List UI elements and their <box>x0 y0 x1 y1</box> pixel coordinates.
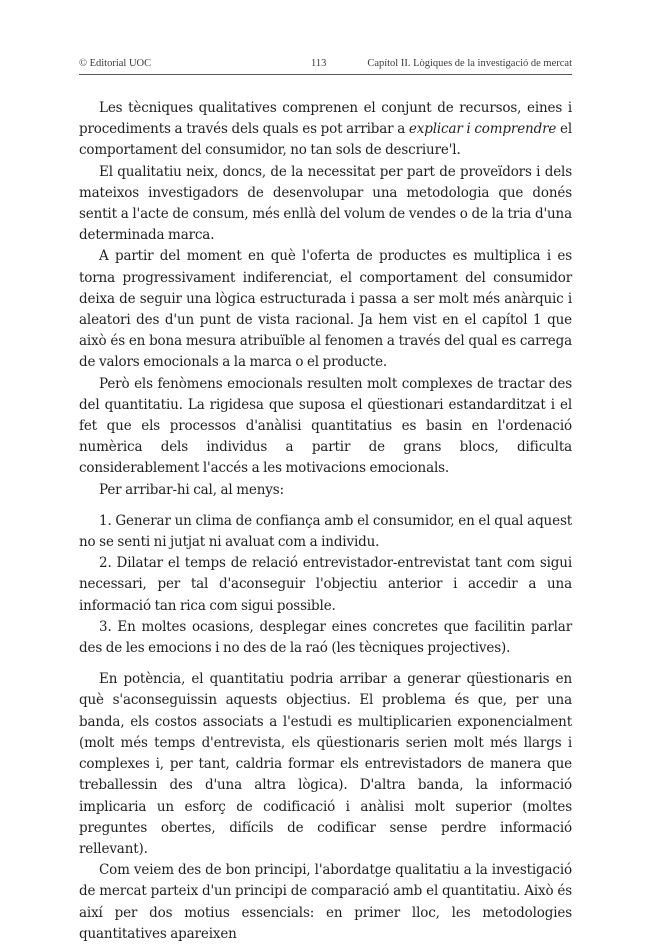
paragraph-1-text-a: Les tècniques qualitatives comprenen el conjunt de recursos, eines i procediments a través dels quals es pot arribar a <box>79 100 572 138</box>
page-number: 113 <box>311 58 327 69</box>
paragraph-3: A partir del moment en què l'oferta de productes es multiplica i es torna progressivament indiferenciat, el comportament del consumidor deixa de seguir una lògica estructurada i passa a ser molt més anàrquic i aleatori des d'un punt de vista racional. Ja hem vist en el capítol 1 que això és en bona mesura atribuïble al fenomen a través del qual es carrega de valors emocionals a la marca o el producte. <box>79 248 572 371</box>
publisher-label: © Editorial UOC <box>79 58 152 69</box>
paragraph-6: En potència, el quantitatiu podria arribar a generar qüestionaris en què s'aconseguissin aquests objectius. El problema és que, per una banda, els costos associats a l'estudi es multiplicarien exponencialment (molt més temps d'entrevista, els qüestionaris serien molt més llargs i complexes i, per tant, caldria formar els entrevistadors de manera que treballessin des d'una altra lògica). D'altra banda, la informació implicaria un esforç de codificació i anàlisi molt superior (moltes preguntes obertes, difícils de codificar sense perdre informació rellevant). <box>79 671 572 857</box>
list-item-3: 3. En moltes ocasions, desplegar eines concretes que facilitin parlar des de les emocions i no des de la raó (les tècniques projectives). <box>79 618 572 657</box>
list-spacer-bottom <box>79 659 572 669</box>
paragraph-7: Com veiem des de bon principi, l'abordatge qualitatiu a la investigació de mercat parteix d'un principi de comparació amb el quantitatiu. Això és així per dos motius essencials: en primer lloc, les metodologies quantitatives apareixen <box>79 862 572 942</box>
list-spacer-top <box>79 501 572 511</box>
paragraph-1 <box>79 98 572 162</box>
header-divider <box>79 74 572 75</box>
paragraph-4: Però els fenòmens emocionals resulten molt complexes de tractar des del quantitatiu. La rigidesa que suposa el qüestionari estandarditzat i el fet que els processos d'anàlisi quantitatius es basin en l'ordenació numèrica dels individus a partir de grans blocs, dificulta considerablement l'accés a les motivacions emocionals. <box>79 375 572 477</box>
paragraph-2: El qualitatiu neix, doncs, de la necessitat per part de proveïdors i dels mateixos investigadors de desenvolupar una metodologia que donés sentit a l'acte de consum, més enllà del volum de vendes o de la tria d'una determinada marca. <box>79 163 572 244</box>
page-body <box>79 98 572 945</box>
paragraph-5: Per arribar-hi cal, al menys: <box>99 481 284 498</box>
list-item-2: 2. Dilatar el temps de relació entrevistador-entrevistat tant com sigui necessari, per tal d'aconseguir l'objectiu anterior i accedir a una informació tan rica com sigui possible. <box>79 555 572 614</box>
paragraph-1-text-b: el comportament del consumidor, no tan sols de descriure'l. <box>79 121 572 159</box>
paragraph-1-emphasis: explicar i comprendre <box>408 121 557 138</box>
running-header <box>79 58 572 74</box>
list-item-1: 1. Generar un clima de confiança amb el consumidor, en el qual aquest no se senti ni jutjat ni avaluat com a individu. <box>79 512 572 551</box>
chapter-title: Capítol II. Lògiques de la investigació de mercat <box>367 58 572 69</box>
